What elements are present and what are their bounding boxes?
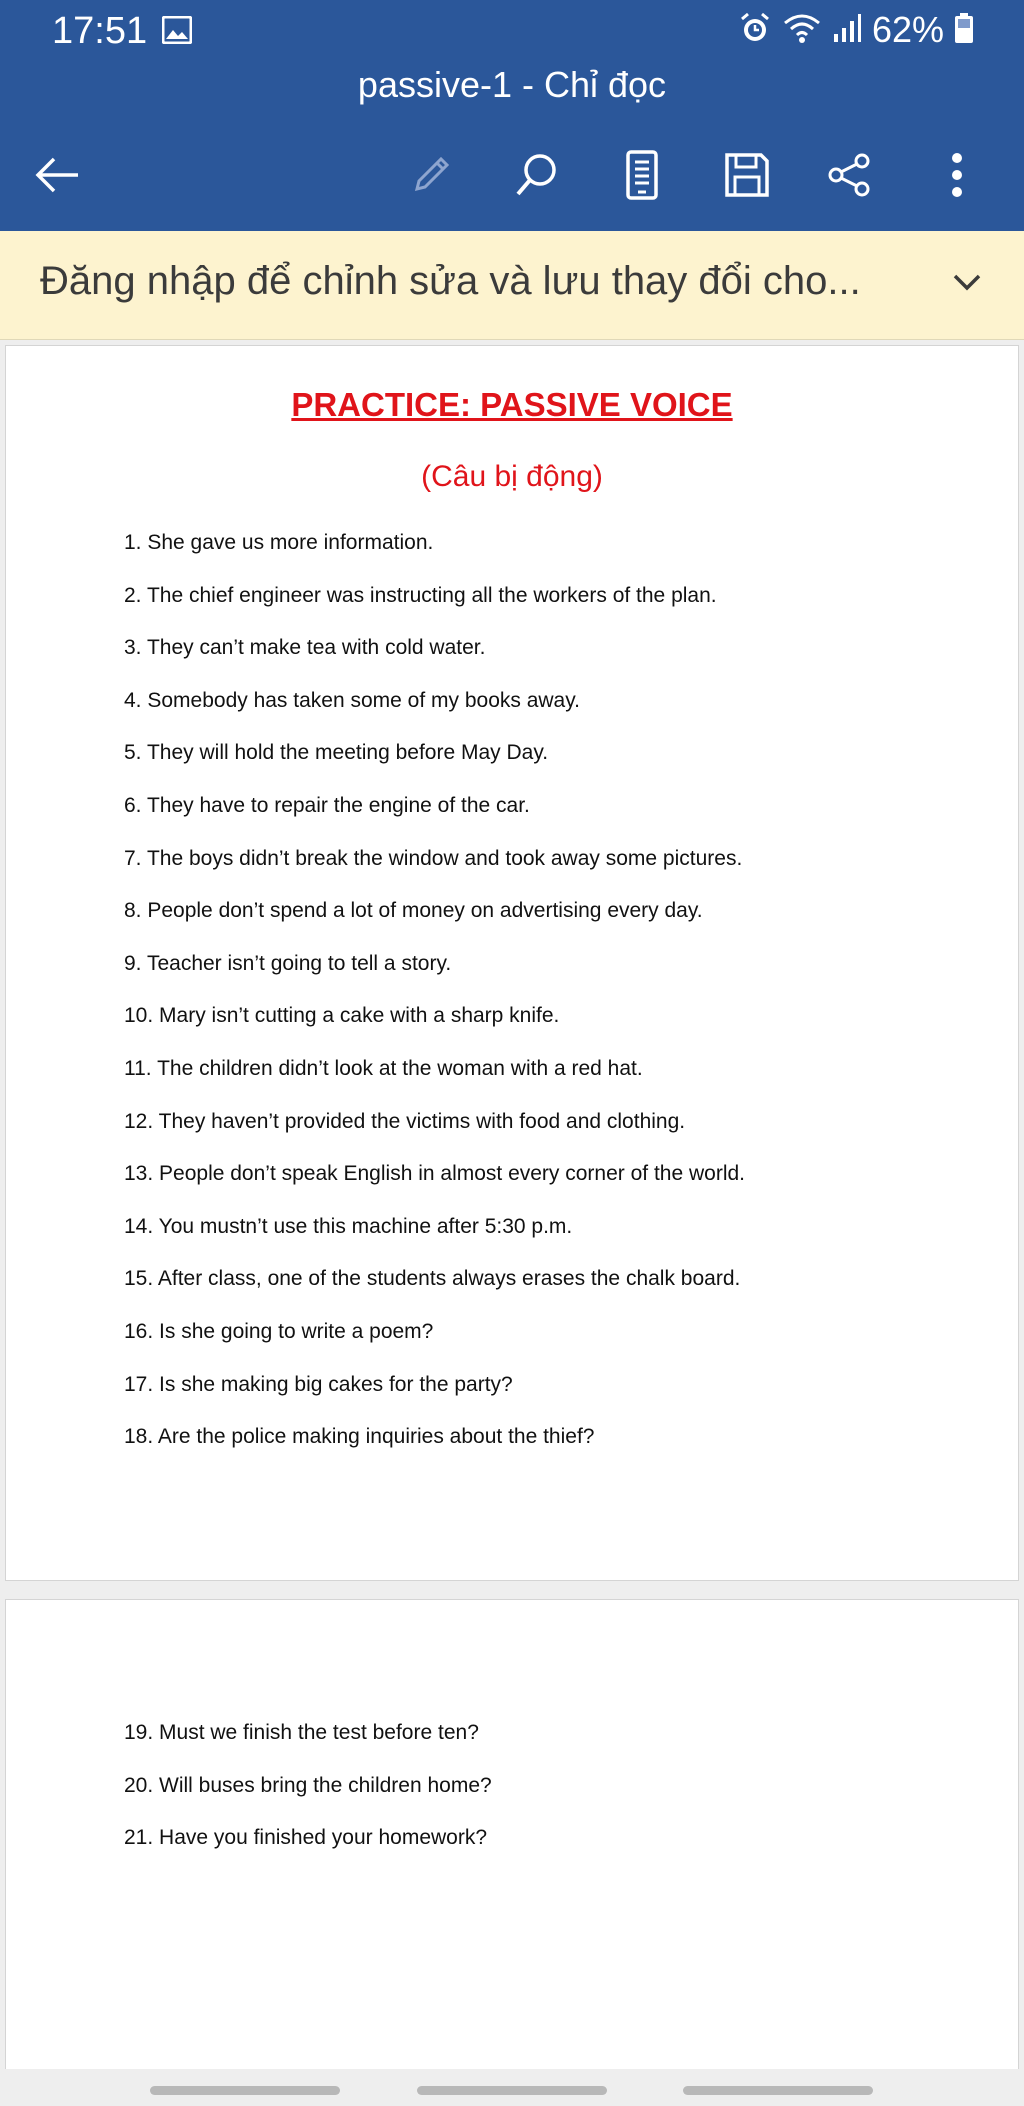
- exercise-item: 15. After class, one of the students always erases the chalk board.: [124, 1267, 741, 1291]
- exercise-item: 7. The boys didn’t break the window and took away some pictures.: [124, 846, 743, 870]
- mobile-view-icon[interactable]: [607, 140, 677, 210]
- document-subheading: (Câu bị động): [421, 460, 603, 493]
- exercise-item: 1. She gave us more information.: [124, 531, 434, 554]
- signal-icon: [832, 12, 862, 49]
- nav-indicator-right[interactable]: [683, 2086, 873, 2095]
- status-bar: [0, 0, 1024, 62]
- document-title: passive-1 - Chỉ đọc: [357, 64, 667, 105]
- pencil-icon[interactable]: [396, 140, 466, 210]
- exercise-item: 4. Somebody has taken some of my books away.: [124, 688, 581, 712]
- exercise-list-page-1: [124, 528, 745, 1475]
- share-icon[interactable]: [815, 140, 885, 210]
- exercise-item: 3. They can’t make tea with cold water.: [124, 636, 486, 660]
- exercise-item: 9. Teacher isn’t going to tell a story.: [124, 951, 452, 975]
- exercise-item: 21. Have you finished your homework?: [124, 1826, 488, 1850]
- exercise-item: 5. They will hold the meeting before May Day.: [124, 741, 549, 765]
- exercise-item: 19. Must we finish the test before ten?: [124, 1721, 479, 1744]
- save-icon[interactable]: [712, 140, 782, 210]
- back-arrow-icon[interactable]: [22, 140, 92, 210]
- exercise-item: 10. Mary isn’t cutting a cake with a sharp knife.: [124, 1004, 560, 1028]
- exercise-item: 2. The chief engineer was instructing all the workers of the plan.: [124, 583, 717, 607]
- nav-indicator-center[interactable]: [417, 2086, 607, 2095]
- exercise-item: 11. The children didn’t look at the woman with a red hat.: [124, 1056, 643, 1080]
- bottom-navigation-bar: [0, 2069, 1024, 2106]
- sign-in-banner-text: Đăng nhập để chỉnh sửa và lưu thay đổi cho...: [40, 259, 861, 303]
- image-notification-icon: [162, 16, 192, 49]
- document-heading: PRACTICE: PASSIVE VOICE: [291, 386, 733, 423]
- exercise-item: 13. People don’t speak English in almost every corner of the world.: [124, 1162, 746, 1186]
- exercise-item: 16. Is she going to write a poem?: [124, 1319, 434, 1343]
- alarm-icon: [738, 11, 772, 50]
- battery-icon: [954, 12, 974, 49]
- exercise-item: 18. Are the police making inquiries about the thief?: [124, 1425, 595, 1449]
- chevron-down-icon[interactable]: [950, 265, 984, 304]
- status-time: 17:51: [52, 10, 148, 52]
- exercise-item: 12. They haven’t provided the victims with food and clothing.: [124, 1109, 686, 1133]
- document-page-1: [5, 345, 1019, 1581]
- sign-in-banner[interactable]: [0, 231, 1024, 340]
- battery-percent: 62%: [871, 9, 944, 50]
- more-vertical-icon[interactable]: [922, 140, 992, 210]
- toolbar: [0, 140, 1024, 210]
- exercise-list-page-2: [124, 1718, 492, 1876]
- exercise-item: 17. Is she making big cakes for the party?: [124, 1372, 513, 1396]
- exercise-item: 6. They have to repair the engine of the car.: [124, 793, 530, 817]
- app-bar: [0, 0, 1024, 231]
- nav-indicator-left[interactable]: [150, 2086, 340, 2095]
- exercise-item: 8. People don’t spend a lot of money on advertising every day.: [124, 899, 703, 923]
- search-icon[interactable]: [502, 140, 572, 210]
- exercise-item: 20. Will buses bring the children home?: [124, 1773, 492, 1797]
- document-page-2: [5, 1599, 1019, 2071]
- exercise-item: 14. You mustn’t use this machine after 5:30 p.m.: [124, 1214, 573, 1238]
- wifi-icon: [782, 11, 822, 50]
